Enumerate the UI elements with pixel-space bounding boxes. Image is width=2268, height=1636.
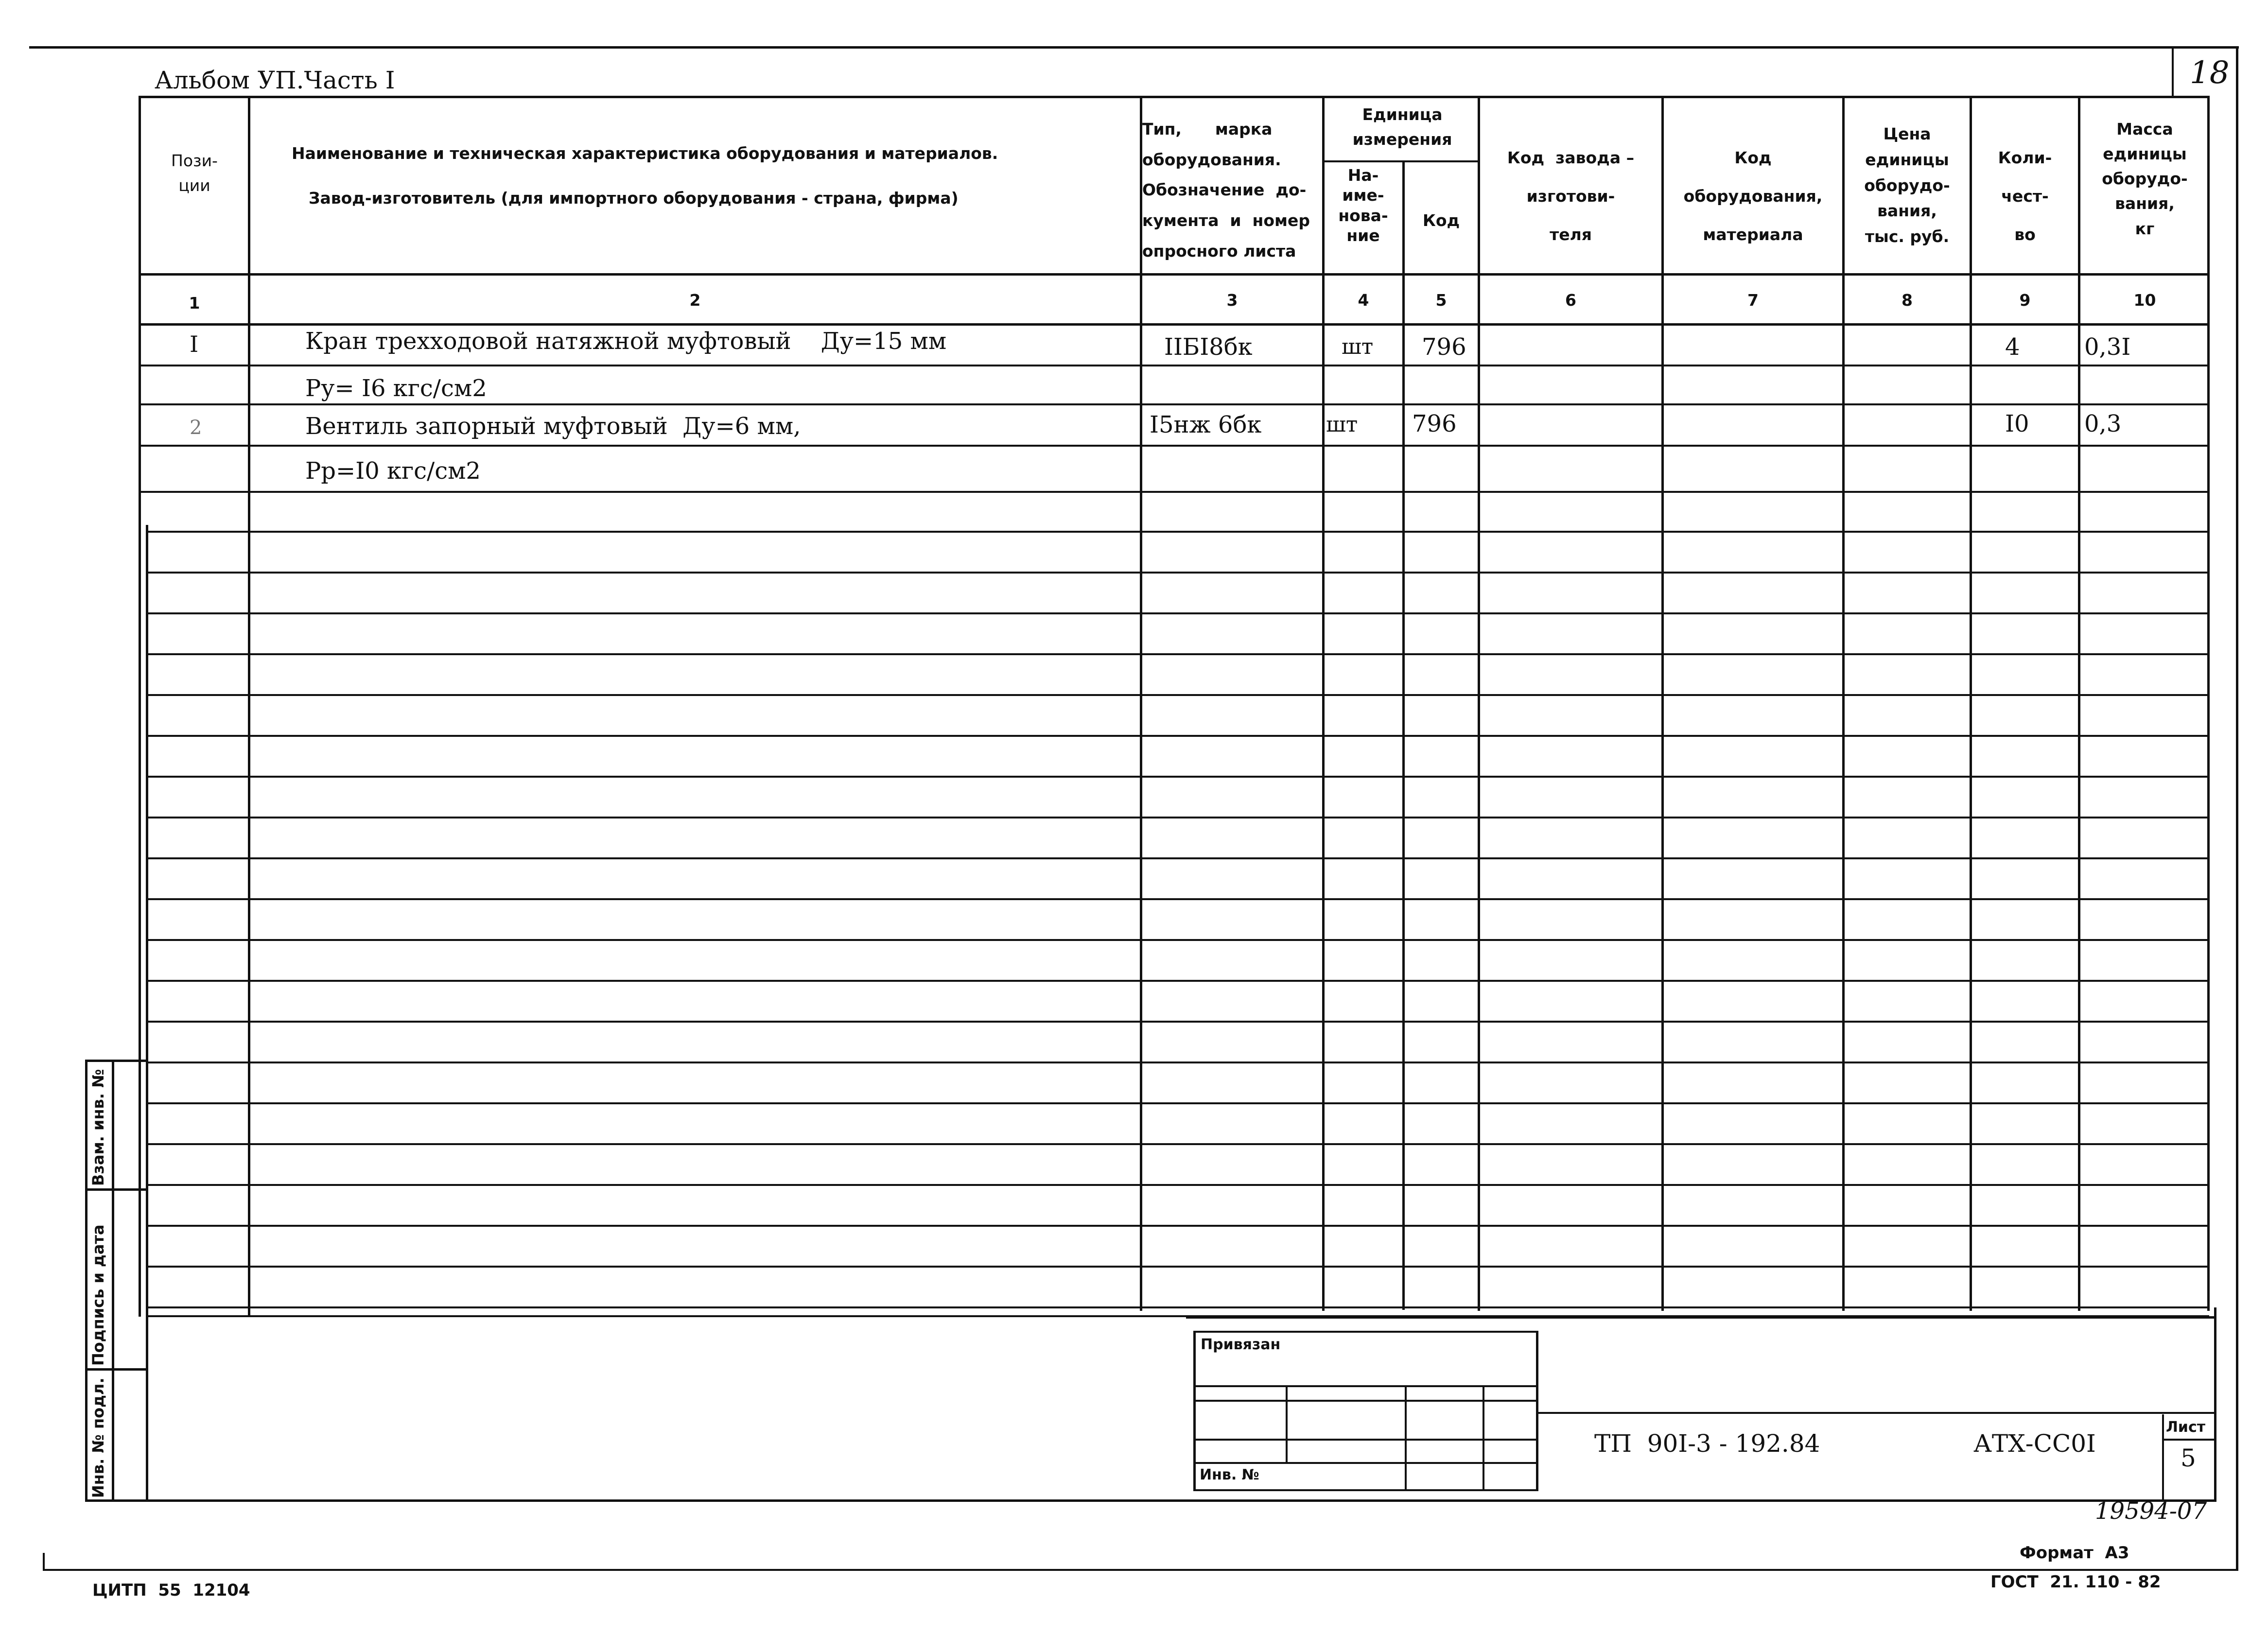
header-col2-line1: Наименование и техническая характеристика оборудования и материалов. [292,144,998,163]
col-line-8 [1970,96,1972,1311]
row-rule-14 [147,898,2209,900]
header-col7: Код оборудования, материала [1683,148,1823,244]
row-3-qty: I0 [2005,410,2029,437]
form-left [139,96,141,1317]
row-rule-9 [147,694,2209,696]
row-3-unit: шт [1326,412,1358,437]
row-rule-8 [147,653,2209,655]
row-1-qty: 4 [2005,333,2020,361]
colnum-bottom [139,323,2209,326]
row-1-pos: I [190,331,199,357]
privyazan-row-2 [1193,1400,1538,1402]
unit-subheader-line [1322,160,1480,162]
row-rule-10 [147,735,2209,737]
row-1-name: Кран трехходовой натяжной муфтовый Ду=15 мм [305,328,947,355]
privyazan-col-2 [1405,1385,1407,1489]
colnum-1: 1 [189,294,200,313]
row-3-name: Вентиль запорный муфтовый Ду=6 мм, [305,413,801,440]
colnum-2: 2 [689,291,701,310]
form-left-lower [146,525,148,1502]
frame-bottom [44,1569,2238,1571]
inv-no-label: Инв. № [1200,1466,1259,1483]
stamp-bottom [85,1499,147,1502]
row-rule-18 [147,1062,2209,1063]
gost-label: ГОСТ 21. 110 - 82 [1990,1572,2161,1592]
col-line-7 [1842,96,1845,1311]
row-rule-24 [147,1306,2209,1308]
title-block-top [1186,1316,2216,1319]
header-unit-name: На- име- нова- ние [1338,166,1388,245]
format-label: Формат А3 [2020,1543,2129,1563]
privyazan-bottom [1193,1489,1538,1491]
colnum-7: 7 [1747,291,1759,310]
header-bottom [139,273,2209,276]
privyazan-col-3 [1483,1385,1484,1489]
header-unit: Единица измерения [1352,105,1452,149]
frame-left-short [43,1553,45,1571]
col-line-9 [2078,96,2080,1311]
colnum-4: 4 [1358,291,1369,310]
row-rule-6 [147,572,2209,574]
row-1-code: 796 [1422,333,1466,361]
row-1-unit: шт [1342,334,1374,359]
sheet-box-left [2162,1414,2164,1501]
row-rule-11 [147,776,2209,778]
page-number-handwritten: 18 [2190,55,2230,91]
col-line-5 [1478,96,1480,1311]
stamp-outer-left [85,1060,87,1502]
frame-right [2236,46,2238,1570]
title-block-bottom [146,1499,2216,1502]
header-col9: Коли- чест- во [1998,148,2052,244]
header-col2-line2: Завод-изготовитель (для импортного оборудования - страна, фирма) [309,189,959,208]
row-rule-5 [147,531,2209,533]
privyazan-top [1193,1331,1538,1333]
row-rule-2 [139,403,2209,405]
header-col1: Пози- ции [171,151,218,195]
row-rule-3 [139,445,2209,447]
row-rule-15 [147,939,2209,941]
row-rule-16 [147,980,2209,982]
colnum-6: 6 [1565,291,1576,310]
header-col8: Цена единицы оборудо- вания, тыс. руб. [1864,124,1950,246]
row-3-mass: 0,3 [2084,410,2122,437]
row-rule-23 [147,1266,2209,1268]
row-rule-22 [147,1225,2209,1227]
row-3-code: 796 [1412,410,1457,437]
stamp-div-1 [85,1188,147,1191]
header-col10: Масса единицы оборудо- вания, кг [2102,120,2188,238]
privyazan-row-4 [1193,1462,1538,1464]
row-rule-21 [147,1184,2209,1186]
row-3-pos: 2 [190,417,202,439]
row-1-type: IIБI8бк [1164,333,1253,361]
row-rule-17 [147,1021,2209,1023]
stamp-inv-podl: Инв. № подл. [89,1377,107,1498]
row-2-name: Ру= I6 кгс/см2 [305,375,487,402]
colnum-9: 9 [2019,291,2031,310]
colnum-10: 10 [2133,291,2156,310]
row-rule-20 [147,1143,2209,1145]
privyazan-col-1 [1286,1385,1288,1462]
doc-code: ТП 90I-3 - 192.84 [1594,1429,1820,1458]
stamp-inner-left [112,1060,114,1502]
drawing-code: АТХ-СС0I [1973,1429,2096,1458]
row-rule-12 [147,817,2209,818]
stamp-vzam-inv: Взам. инв. № [89,1069,107,1186]
code-box-top [1536,1412,2216,1414]
row-rule-13 [147,857,2209,859]
stamp-div-2 [85,1368,147,1371]
form-top [139,96,2209,98]
privyazan-left [1193,1331,1196,1491]
colnum-5: 5 [1435,291,1447,310]
printer-label: ЦИТП 55 12104 [92,1581,250,1600]
form-right [2207,96,2210,1311]
row-4-name: Рр=I0 кгс/см2 [305,457,481,485]
stamp-signature-date: Подпись и дата [89,1224,107,1366]
sheet-label: Лист [2166,1419,2206,1436]
sheet-number: 5 [2181,1444,2196,1472]
privyazan-row-3 [1193,1439,1538,1441]
corner-box-left [2172,49,2174,96]
privyazan-label: Привязан [1201,1336,1281,1353]
privyazan-row-1 [1193,1385,1538,1387]
album-title: Альбом УП.Часть I [155,66,395,94]
col-line-1 [248,96,250,1317]
form-right-lower [2214,1307,2216,1502]
colnum-3: 3 [1226,291,1238,310]
row-rule-4 [139,491,2209,493]
header-unit-code: Код [1422,211,1460,230]
col-line-6 [1661,96,1664,1311]
frame-top [29,46,2239,49]
privyazan-right [1536,1331,1538,1491]
col-line-3 [1322,96,1325,1311]
row-rule-1 [139,365,2209,366]
sheet-box-div [2162,1439,2216,1441]
row-rule-19 [147,1102,2209,1104]
header-col3: Тип, марка оборудования. Обозначение до- кумента и номер опросного листа [1142,120,1310,261]
row-3-type: I5нж 6бк [1150,411,1262,438]
colnum-8: 8 [1902,291,1913,310]
handwritten-note: 19594-07 [2095,1497,2207,1525]
stamp-top [85,1060,147,1062]
col-line-2 [1140,96,1142,1311]
row-rule-7 [147,612,2209,614]
header-col6: Код завода – изготови- теля [1507,148,1635,244]
row-1-mass: 0,3I [2084,333,2131,361]
